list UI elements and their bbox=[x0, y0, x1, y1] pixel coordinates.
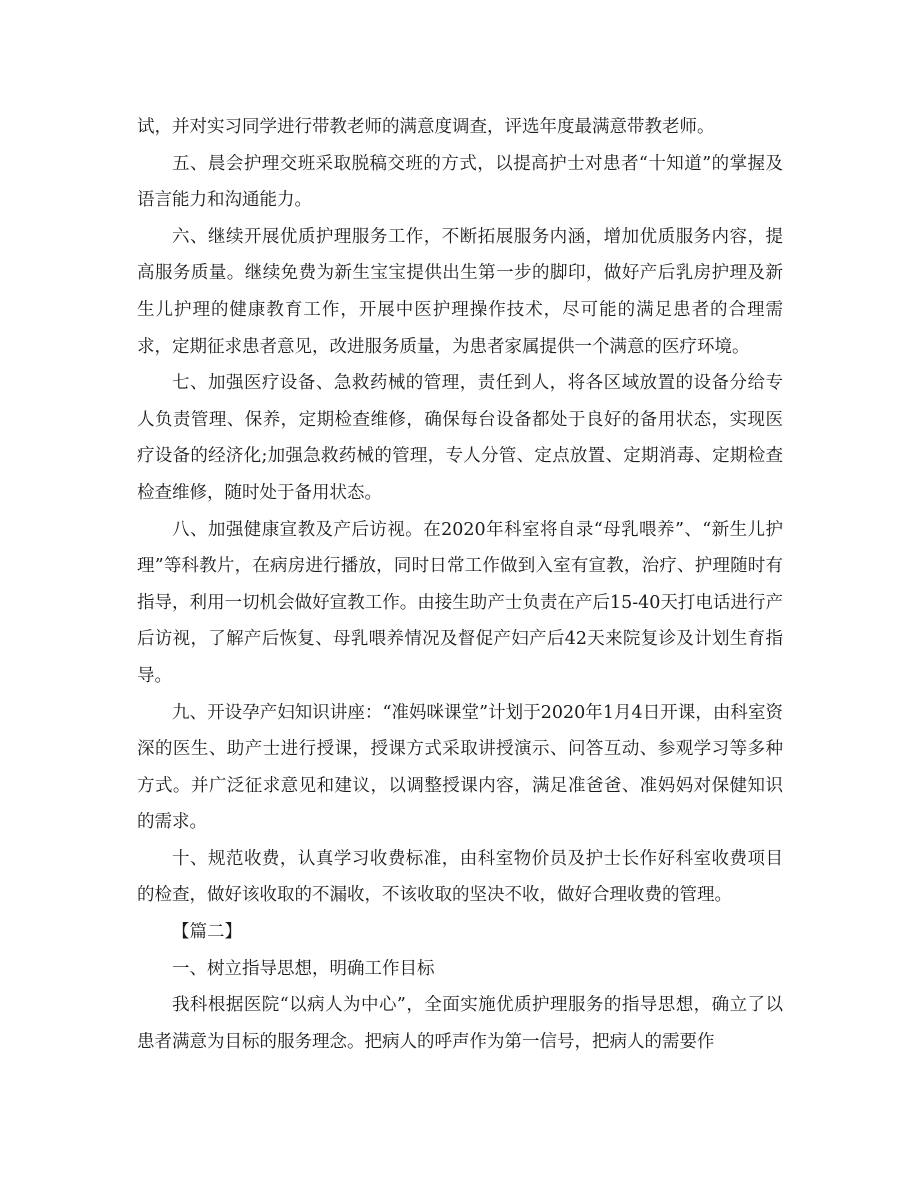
paragraph-item-6: 六、继续开展优质护理服务工作，不断拓展服务内涵，增加优质服务内容，提高服务质量。继续免费为新生宝宝提供出生第一步的脚印，做好产后乳房护理及新生儿护理的健康教育工作，开展中医护理操作技术，尽可能的满足患者的合理需求，定期征求患者意见，改进服务质量，为患者家属提供一个满意的医疗环境。 bbox=[137, 226, 783, 357]
paragraph-item-5: 五、晨会护理交班采取脱稿交班的方式，以提高护士对患者“十知道”的掌握及语言能力和沟通能力。 bbox=[137, 153, 783, 211]
section-heading: 【篇二】 bbox=[172, 922, 242, 943]
paragraph-body: 我科根据医院“以病人为中心”，全面实施优质护理服务的指导思想，确立了以患者满意为目标的服务理念。把病人的呼声作为第一信号，把病人的需要作 bbox=[137, 995, 783, 1052]
paragraph-item-7: 七、加强医疗设备、急救药械的管理，责任到人，将各区域放置的设备分给专人负责管理、保养，定期检查维修，确保每台设备都处于良好的备用状态，实现医疗设备的经济化;加强急救药械的管理，专人分管、定点放置、定期消毒、定期检查检查维修，随时处于备用状态。 bbox=[137, 373, 783, 503]
paragraph-item-10: 十、规范收费，认真学习收费标准，由科室物价员及护士长作好科室收费项目的检查，做好该收取的不漏收，不该收取的坚决不收，做好合理收费的管理。 bbox=[137, 848, 783, 906]
document-body bbox=[137, 109, 783, 1060]
subsection-heading: 一、树立指导思想，明确工作目标 bbox=[172, 958, 435, 979]
paragraph-continuation: 试，并对实习同学进行带教老师的满意度调查，评选年度最满意带教老师。 bbox=[137, 117, 715, 137]
paragraph-item-9: 九、开设孕产妇知识讲座：“准妈咪课堂”计划于2020年1月4日开课，由科室资深的医生、助产士进行授课，授课方式采取讲授演示、问答互动、参观学习等多种方式。并广泛征求意见和建议，以调整授课内容，满足准爸爸、准妈妈对保健知识的需求。 bbox=[137, 702, 783, 833]
paragraph-item-8: 八、加强健康宣教及产后访视。在2020年科室将自录“母乳喂养”、“新生儿护理”等科教片，在病房进行播放，同时日常工作做到入室有宣教，治疗、护理随时有指导，利用一切机会做好宣教工作。由接生助产士负责在产后15-40天打电话进行产后访视，了解产后恢复、母乳喂养情况及督促产妇产后42天来院复诊及计划生育指导。 bbox=[137, 519, 783, 686]
